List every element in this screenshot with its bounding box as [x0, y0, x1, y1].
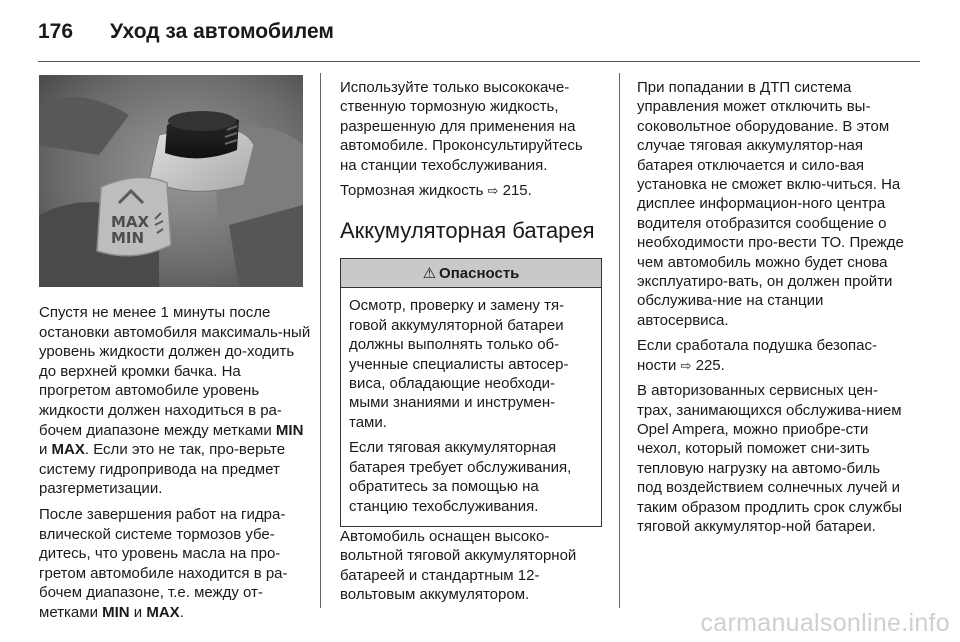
reservoir-illustration	[39, 75, 303, 287]
paragraph-battery-types: Автомобиль оснащен высоко-вольтной тяговой аккумуляторной батареей и стандартным 12-вольтовым аккумулятором.	[340, 527, 577, 604]
danger-paragraph: Осмотр, проверку и замену тя-говой аккумуляторной батареи должны выполнять только об-ученные специалисты автосер-виса, обладающие необходи-мыми знаниями и инструмен-тами.	[349, 297, 569, 431]
watermark: carmanualsonline.info	[700, 609, 950, 637]
danger-box	[340, 258, 602, 526]
page-ref-link[interactable]: 215.	[502, 182, 532, 200]
danger-header	[341, 259, 601, 288]
chapter-title: Уход за автомобилем	[110, 20, 334, 43]
min-mark: MIN	[275, 421, 304, 439]
min-mark: MIN	[102, 603, 130, 621]
paragraph-fluid-level	[39, 303, 313, 499]
text-segment: .	[179, 603, 184, 621]
column-2	[340, 78, 602, 611]
header-divider	[38, 61, 920, 62]
danger-title: Опасность	[439, 264, 520, 282]
text-segment: Если сработала подушка безопас-ности	[637, 337, 877, 374]
danger-body	[341, 288, 601, 525]
column-divider-2	[619, 73, 620, 608]
column-1	[39, 303, 313, 629]
paragraph-accident: При попадании в ДТП система управления может отключить вы-соковольтное оборудование. В этом случае тяговая аккумулятор-ная батарея отключается и сило-вая установка не сможет вклю-читься. На дисплее информацион-ного центра водителя отобразится сообщение о необходимости про-вести ТО. Прежде чем автомобиль можно будет снова эксплуатиро-вать, он должен пройти обслужива-ние на станции автосервиса.	[637, 79, 904, 329]
paragraph-brake-fluid-ref	[340, 181, 602, 200]
paragraph-cover: В авторизованных сервисных цен-трах, занимающихся обслужива-нием Opel Ampera, можно приобре-сти чехол, который поможет сни-зить тепловую нагрузку на автомо-биль под воздействием солнечных лучей и таким образом продлить срок службы тяговой аккумулятор-ной батареи.	[637, 382, 903, 535]
page-number: 176	[38, 20, 74, 43]
text-segment: и	[129, 603, 147, 621]
min-label: MIN	[111, 229, 145, 247]
page-header	[38, 14, 334, 50]
column-divider-1	[320, 73, 321, 608]
text-segment: Спустя не менее 1 минуты после остановки автомобиля максималь-ный уровень жидкости должен до-ходить до верхней кромки бачка. На прогретом автомобиле уровень жидкости должен находиться в ра-бочем диапазоне между метками	[39, 304, 311, 439]
paragraph-after-work	[39, 505, 313, 623]
text-segment: . Если это не так, про-верьте систему гидропривода на предмет разгерметизации.	[39, 441, 286, 498]
paragraph-airbag	[637, 336, 905, 375]
warning-triangle-icon: ⚠	[422, 264, 437, 282]
text-segment: После завершения работ на гидра-влической системе тормозов убе-дитесь, что уровень масла на про-гретом автомобиле находится в ра-бочем диапазоне, т.е. между от-метками	[39, 505, 288, 621]
max-mark: MAX	[146, 603, 180, 621]
danger-paragraph: Если тяговая аккумуляторная батарея требует обслуживания, обратитесь за помощью на станцию техобслуживания.	[349, 439, 572, 515]
brake-fluid-reservoir-photo	[39, 75, 303, 287]
column-3	[637, 78, 905, 542]
max-label: MAX	[111, 213, 150, 231]
max-mark: MAX	[51, 441, 85, 459]
text-segment: Тормозная жидкость	[340, 182, 488, 200]
section-heading-battery: Аккумуляторная батарея	[340, 218, 595, 244]
page-ref-arrow-icon: ⇨	[680, 357, 692, 373]
page-ref-arrow-icon: ⇨	[487, 183, 499, 199]
page-ref-link[interactable]: 225.	[695, 356, 725, 374]
text-segment: и	[39, 441, 52, 459]
paragraph-brake-fluid-quality: Используйте только высококаче-ственную тормозную жидкость, разрешенную для применения на автомобиле. Проконсультируйтесь на станции техобслуживания.	[340, 79, 583, 174]
